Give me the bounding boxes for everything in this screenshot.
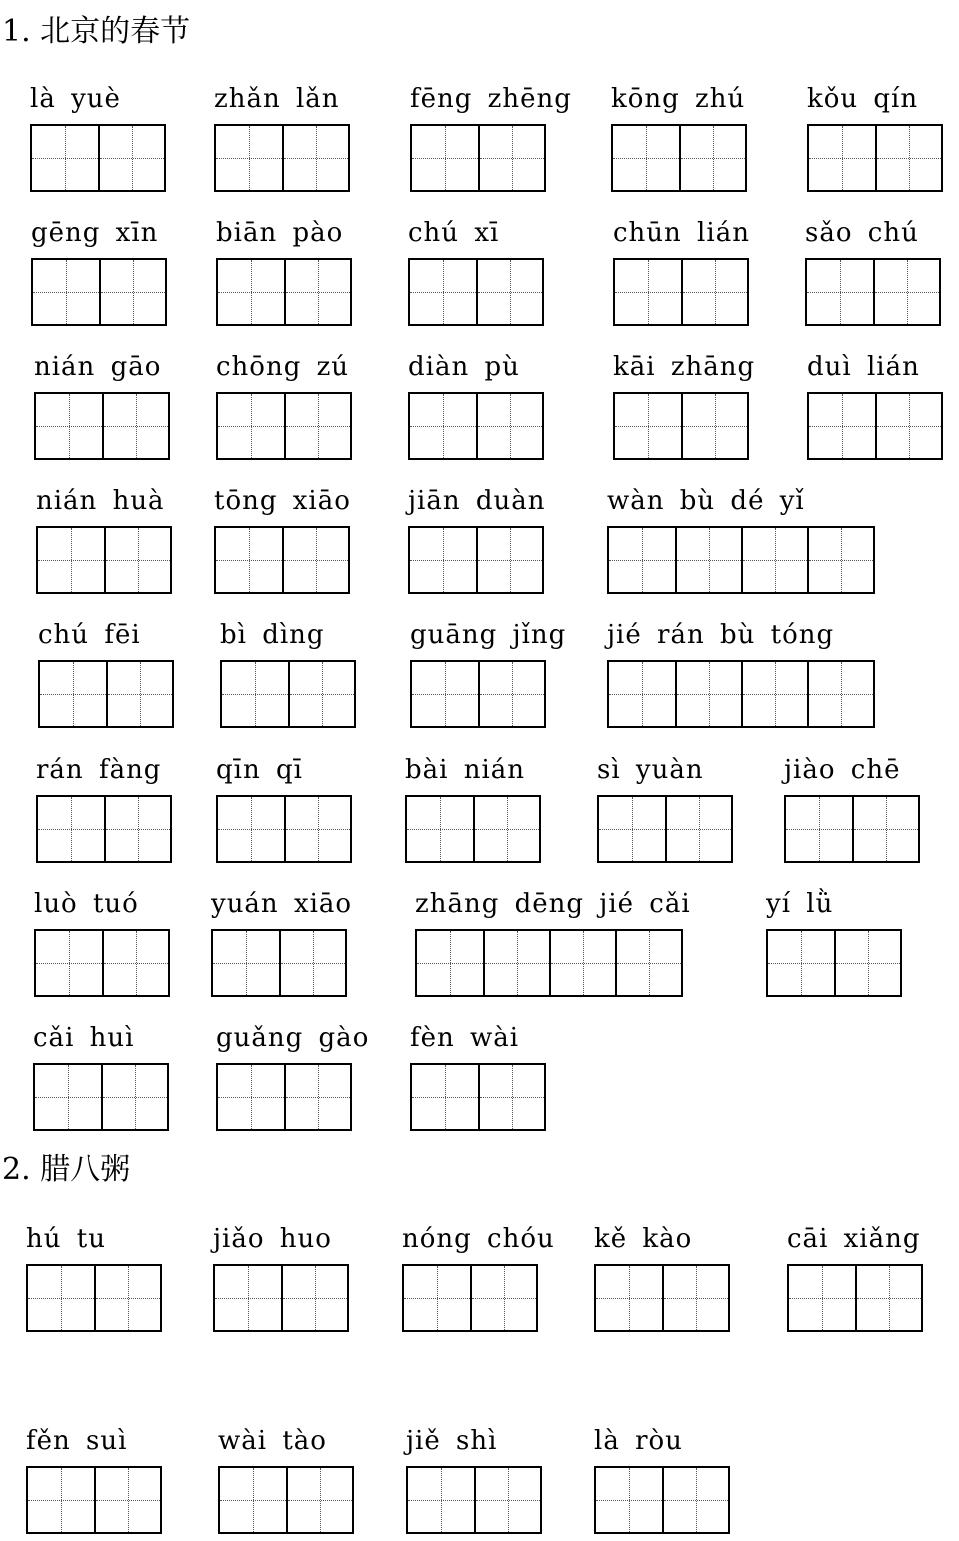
writing-grid [211,929,347,997]
tian-zi-ge-cell[interactable] [476,394,542,458]
writing-grid [410,660,546,728]
pinyin-label: jiǎo huo [213,1224,332,1254]
pinyin-label: kǒu qín [807,84,919,114]
pinyin-label: qīn qī [216,755,303,785]
writing-grid [218,1466,354,1534]
tian-zi-ge-cell[interactable] [852,797,918,861]
writing-grid [216,392,352,460]
pinyin-label: jiān duàn [408,486,546,516]
tian-zi-ge-cell[interactable] [412,1065,478,1129]
tian-zi-ge-cell[interactable] [741,528,807,592]
tian-zi-ge-cell[interactable] [873,260,939,324]
writing-grid [766,929,902,997]
tian-zi-ge-cell[interactable] [38,528,104,592]
writing-grid [26,1466,162,1534]
tian-zi-ge-cell[interactable] [102,394,168,458]
pinyin-label: wài tào [218,1426,327,1456]
tian-zi-ge-cell[interactable] [675,528,741,592]
writing-grid [33,1063,169,1131]
writing-grid [415,929,683,997]
pinyin-label: tōng xiāo [214,486,351,516]
writing-grid [408,392,544,460]
tian-zi-ge-cell[interactable] [596,1468,662,1532]
pinyin-label: bì dìng [220,620,325,650]
tian-zi-ge-cell[interactable] [213,931,279,995]
pinyin-label: kōng zhú [611,84,746,114]
pinyin-label: gēng xīn [31,218,159,248]
writing-grid [402,1264,538,1332]
writing-grid [805,258,941,326]
tian-zi-ge-cell[interactable] [478,662,544,726]
pinyin-label: fěn suì [26,1426,128,1456]
tian-zi-ge-cell[interactable] [679,126,745,190]
tian-zi-ge-cell[interactable] [284,797,350,861]
tian-zi-ge-cell[interactable] [855,1266,921,1330]
tian-zi-ge-cell[interactable] [875,394,941,458]
tian-zi-ge-cell[interactable] [282,126,348,190]
tian-zi-ge-cell[interactable] [474,1468,540,1532]
pinyin-label: cāi xiǎng [787,1224,921,1254]
pinyin-label: kāi zhāng [613,352,756,382]
tian-zi-ge-cell[interactable] [615,931,681,995]
pinyin-label: cǎi huì [33,1023,135,1053]
writing-grid [36,795,172,863]
tian-zi-ge-cell[interactable] [681,394,747,458]
writing-grid [613,392,749,460]
pinyin-label: là yuè [30,84,121,114]
writing-grid [220,660,356,728]
tian-zi-ge-cell[interactable] [94,1468,160,1532]
tian-zi-ge-cell[interactable] [809,126,875,190]
tian-zi-ge-cell[interactable] [789,1266,855,1330]
pinyin-label: fēng zhēng [410,84,572,114]
pinyin-label: chú xī [408,218,500,248]
writing-grid [216,1063,352,1131]
writing-grid [214,526,350,594]
writing-grid [34,392,170,460]
pinyin-label: kě kào [594,1224,693,1254]
tian-zi-ge-cell[interactable] [609,528,675,592]
tian-zi-ge-cell[interactable] [98,126,164,190]
tian-zi-ge-cell[interactable] [38,797,104,861]
tian-zi-ge-cell[interactable] [28,1468,94,1532]
tian-zi-ge-cell[interactable] [473,797,539,861]
tian-zi-ge-cell[interactable] [286,1468,352,1532]
tian-zi-ge-cell[interactable] [102,931,168,995]
tian-zi-ge-cell[interactable] [282,528,348,592]
tian-zi-ge-cell[interactable] [417,931,483,995]
tian-zi-ge-cell[interactable] [476,260,542,324]
tian-zi-ge-cell[interactable] [807,260,873,324]
tian-zi-ge-cell[interactable] [875,126,941,190]
pinyin-label: chú fēi [38,620,141,650]
pinyin-label: luò tuó [34,889,139,919]
tian-zi-ge-cell[interactable] [408,1468,474,1532]
writing-grid [34,929,170,997]
pinyin-label: rán fàng [36,755,162,785]
writing-grid [31,258,167,326]
tian-zi-ge-cell[interactable] [410,394,476,458]
writing-grid [30,124,166,192]
writing-grid [594,1264,730,1332]
writing-grid [38,660,174,728]
pinyin-label: yuán xiāo [211,889,353,919]
pinyin-label: sǎo chú [805,218,919,248]
pinyin-label: zhāng dēng jié cǎi [415,889,691,919]
pinyin-label: hú tu [26,1224,106,1254]
tian-zi-ge-cell[interactable] [36,931,102,995]
tian-zi-ge-cell[interactable] [478,1065,544,1129]
tian-zi-ge-cell[interactable] [478,126,544,190]
tian-zi-ge-cell[interactable] [768,931,834,995]
tian-zi-ge-cell[interactable] [662,1266,728,1330]
pinyin-label: diàn pù [408,352,520,382]
writing-grid [613,258,749,326]
pinyin-label: zhǎn lǎn [214,84,340,114]
pinyin-label: biān pào [216,218,344,248]
writing-grid [405,795,541,863]
writing-grid [611,124,747,192]
tian-zi-ge-cell[interactable] [35,1065,101,1129]
tian-zi-ge-cell[interactable] [470,1266,536,1330]
writing-grid [787,1264,923,1332]
pinyin-label: chūn lián [613,218,750,248]
pinyin-label: jiě shì [406,1426,498,1456]
pinyin-label: fèn wài [410,1023,520,1053]
tian-zi-ge-cell[interactable] [786,797,852,861]
writing-grid [36,526,172,594]
tian-zi-ge-cell[interactable] [609,662,675,726]
writing-grid [607,660,875,728]
pinyin-label: guāng jǐng [410,620,567,650]
pinyin-label: yí lǜ [766,889,834,919]
tian-zi-ge-cell[interactable] [615,260,681,324]
tian-zi-ge-cell[interactable] [104,797,170,861]
tian-zi-ge-cell[interactable] [284,260,350,324]
tian-zi-ge-cell[interactable] [216,126,282,190]
writing-grid [410,124,546,192]
tian-zi-ge-cell[interactable] [281,1266,347,1330]
writing-grid [408,258,544,326]
tian-zi-ge-cell[interactable] [222,662,288,726]
pinyin-label: nóng chóu [402,1224,555,1254]
tian-zi-ge-cell[interactable] [218,260,284,324]
tian-zi-ge-cell[interactable] [94,1266,160,1330]
writing-grid [406,1466,542,1534]
tian-zi-ge-cell[interactable] [483,931,549,995]
tian-zi-ge-cell[interactable] [218,1065,284,1129]
tian-zi-ge-cell[interactable] [807,662,873,726]
pinyin-label: jié rán bù tóng [607,620,835,650]
tian-zi-ge-cell[interactable] [284,1065,350,1129]
tian-zi-ge-cell[interactable] [407,797,473,861]
tian-zi-ge-cell[interactable] [665,797,731,861]
pinyin-label: là ròu [594,1426,683,1456]
pinyin-label: guǎng gào [216,1023,370,1053]
tian-zi-ge-cell[interactable] [404,1266,470,1330]
pinyin-label: duì lián [807,352,920,382]
tian-zi-ge-cell[interactable] [613,126,679,190]
pinyin-label: nián huà [36,486,165,516]
tian-zi-ge-cell[interactable] [476,528,542,592]
tian-zi-ge-cell[interactable] [596,1266,662,1330]
tian-zi-ge-cell[interactable] [218,394,284,458]
tian-zi-ge-cell[interactable] [741,662,807,726]
pinyin-label: sì yuàn [597,755,704,785]
tian-zi-ge-cell[interactable] [40,662,106,726]
writing-grid [784,795,920,863]
pinyin-label: nián gāo [34,352,162,382]
tian-zi-ge-cell[interactable] [215,1266,281,1330]
pinyin-label: jiào chē [784,755,901,785]
tian-zi-ge-cell[interactable] [675,662,741,726]
tian-zi-ge-cell[interactable] [410,528,476,592]
writing-grid [214,124,350,192]
writing-grid [597,795,733,863]
tian-zi-ge-cell[interactable] [288,662,354,726]
tian-zi-ge-cell[interactable] [410,260,476,324]
tian-zi-ge-cell[interactable] [412,126,478,190]
pinyin-label: wàn bù dé yǐ [607,486,805,516]
tian-zi-ge-cell[interactable] [809,394,875,458]
tian-zi-ge-cell[interactable] [834,931,900,995]
tian-zi-ge-cell[interactable] [104,528,170,592]
writing-grid [216,258,352,326]
tian-zi-ge-cell[interactable] [36,394,102,458]
tian-zi-ge-cell[interactable] [106,662,172,726]
tian-zi-ge-cell[interactable] [101,1065,167,1129]
tian-zi-ge-cell[interactable] [681,260,747,324]
tian-zi-ge-cell[interactable] [279,931,345,995]
section-title: 1. 北京的春节 [2,14,191,49]
tian-zi-ge-cell[interactable] [99,260,165,324]
writing-grid [410,1063,546,1131]
writing-grid [807,124,943,192]
tian-zi-ge-cell[interactable] [216,528,282,592]
tian-zi-ge-cell[interactable] [549,931,615,995]
writing-grid [594,1466,730,1534]
writing-grid [26,1264,162,1332]
writing-grid [216,795,352,863]
writing-grid [213,1264,349,1332]
section-title: 2. 腊八粥 [2,1152,131,1187]
tian-zi-ge-cell[interactable] [33,260,99,324]
tian-zi-ge-cell[interactable] [412,662,478,726]
pinyin-label: chōng zú [216,352,350,382]
writing-grid [607,526,875,594]
tian-zi-ge-cell[interactable] [284,394,350,458]
tian-zi-ge-cell[interactable] [599,797,665,861]
writing-grid [807,392,943,460]
tian-zi-ge-cell[interactable] [615,394,681,458]
tian-zi-ge-cell[interactable] [218,797,284,861]
tian-zi-ge-cell[interactable] [32,126,98,190]
tian-zi-ge-cell[interactable] [28,1266,94,1330]
pinyin-label: bài nián [405,755,526,785]
tian-zi-ge-cell[interactable] [807,528,873,592]
writing-grid [408,526,544,594]
tian-zi-ge-cell[interactable] [662,1468,728,1532]
tian-zi-ge-cell[interactable] [220,1468,286,1532]
